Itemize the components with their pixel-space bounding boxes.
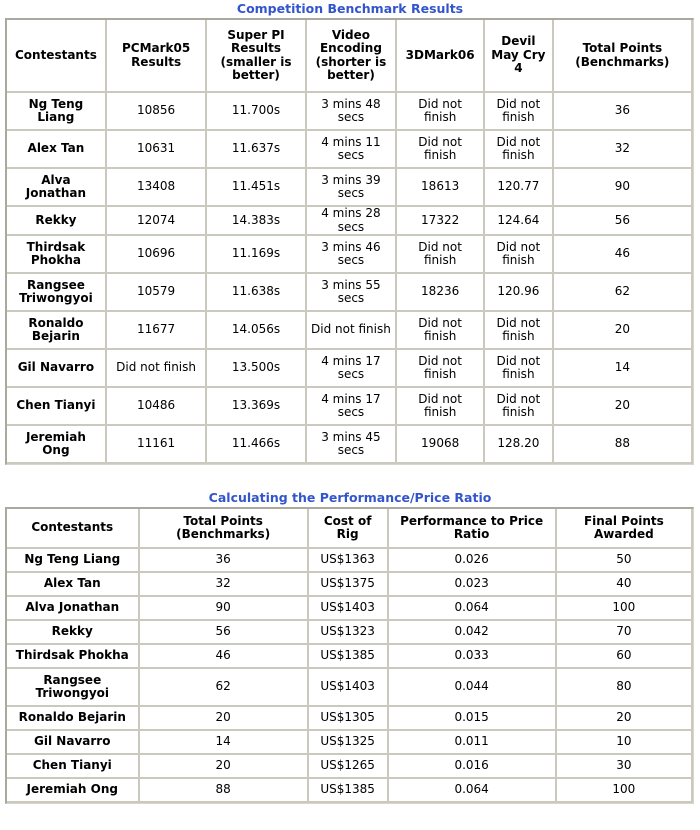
cell-pcmark05: 10856 bbox=[107, 93, 208, 131]
table-row bbox=[7, 350, 693, 388]
col-header-dmc4: Devil May Cry 4 bbox=[485, 20, 554, 93]
cell-cost-of-rig: US$1363 bbox=[309, 549, 389, 573]
cell-total-points: 62 bbox=[554, 274, 693, 312]
cell-pcmark05: 10486 bbox=[107, 388, 208, 426]
header-row bbox=[7, 509, 693, 549]
cell-video-encoding: 3 mins 48 secs bbox=[307, 93, 398, 131]
cell-contestant: Ng Teng Liang bbox=[7, 549, 140, 573]
col-header-pcmark05: PCMark05 Results bbox=[107, 20, 208, 93]
cell-contestant: Ronaldo Bejarin bbox=[7, 707, 140, 731]
cell-3dmark06: Did not finish bbox=[397, 131, 485, 169]
cell-contestant: Rekky bbox=[7, 207, 107, 236]
cell-superpi: 11.637s bbox=[207, 131, 306, 169]
cell-superpi: 13.500s bbox=[207, 350, 306, 388]
table-row bbox=[7, 779, 693, 803]
cell-3dmark06: 17322 bbox=[397, 207, 485, 236]
benchmark-results-table bbox=[5, 18, 694, 465]
cell-3dmark06: 18236 bbox=[397, 274, 485, 312]
cell-3dmark06: Did not finish bbox=[397, 236, 485, 274]
table-row bbox=[7, 274, 693, 312]
table-row bbox=[7, 731, 693, 755]
cell-contestant: Thirdsak Phokha bbox=[7, 236, 107, 274]
table-row bbox=[7, 707, 693, 731]
cell-contestant: Ng Teng Liang bbox=[7, 93, 107, 131]
table-row bbox=[7, 312, 693, 350]
benchmark-table-title: Competition Benchmark Results bbox=[236, 1, 464, 16]
cell-contestant: Alex Tan bbox=[7, 131, 107, 169]
cell-contestant: Chen Tianyi bbox=[7, 755, 140, 779]
cell-cost-of-rig: US$1323 bbox=[309, 621, 389, 645]
cell-pcmark05: 11677 bbox=[107, 312, 208, 350]
table-row bbox=[7, 236, 693, 274]
cell-total-points: 20 bbox=[554, 388, 693, 426]
cell-video-encoding: 3 mins 46 secs bbox=[307, 236, 398, 274]
col-header-video-encoding: Video Encoding (shorter is better) bbox=[307, 20, 398, 93]
cell-contestant: Rangsee Triwongyoi bbox=[7, 274, 107, 312]
cell-contestant: Jeremiah Ong bbox=[7, 426, 107, 464]
col-header-total-points: Total Points (Benchmarks) bbox=[140, 509, 309, 549]
table-row bbox=[7, 93, 693, 131]
cell-contestant: Jeremiah Ong bbox=[7, 779, 140, 803]
cell-superpi: 14.056s bbox=[207, 312, 306, 350]
cell-final-points: 20 bbox=[557, 707, 693, 731]
cell-total-points: 56 bbox=[140, 621, 309, 645]
cell-video-encoding: 3 mins 45 secs bbox=[307, 426, 398, 464]
cell-total-points: 20 bbox=[140, 707, 309, 731]
cell-contestant: Chen Tianyi bbox=[7, 388, 107, 426]
cell-cost-of-rig: US$1375 bbox=[309, 573, 389, 597]
cell-final-points: 80 bbox=[557, 669, 693, 707]
cell-total-points: 14 bbox=[140, 731, 309, 755]
table-row bbox=[7, 755, 693, 779]
col-header-contestants: Contestants bbox=[7, 20, 107, 93]
cell-dmc4: 120.77 bbox=[485, 169, 554, 207]
cell-contestant: Alva Jonathan bbox=[7, 169, 107, 207]
cell-cost-of-rig: US$1385 bbox=[309, 645, 389, 669]
cell-total-points: 90 bbox=[140, 597, 309, 621]
cell-contestant: Thirdsak Phokha bbox=[7, 645, 140, 669]
header-row bbox=[7, 20, 693, 93]
cell-total-points: 20 bbox=[554, 312, 693, 350]
cell-contestant: Alex Tan bbox=[7, 573, 140, 597]
cell-pcmark05: 13408 bbox=[107, 169, 208, 207]
table-row bbox=[7, 645, 693, 669]
cell-contestant: Ronaldo Bejarin bbox=[7, 312, 107, 350]
cell-final-points: 40 bbox=[557, 573, 693, 597]
cell-total-points: 90 bbox=[554, 169, 693, 207]
cell-dmc4: Did not finish bbox=[485, 312, 554, 350]
col-header-final-points: Final Points Awarded bbox=[557, 509, 693, 549]
cell-pcmark05: 12074 bbox=[107, 207, 208, 236]
cell-total-points: 62 bbox=[140, 669, 309, 707]
cell-total-points: 46 bbox=[140, 645, 309, 669]
cell-total-points: 88 bbox=[140, 779, 309, 803]
cell-total-points: 88 bbox=[554, 426, 693, 464]
cell-dmc4: Did not finish bbox=[485, 93, 554, 131]
col-header-contestants: Contestants bbox=[7, 509, 140, 549]
cell-video-encoding: 3 mins 39 secs bbox=[307, 169, 398, 207]
performance-price-table bbox=[5, 507, 694, 804]
cell-superpi: 11.451s bbox=[207, 169, 306, 207]
cell-contestant: Rangsee Triwongyoi bbox=[7, 669, 140, 707]
cell-superpi: 13.369s bbox=[207, 388, 306, 426]
cell-perf-price-ratio: 0.033 bbox=[389, 645, 557, 669]
cell-3dmark06: 19068 bbox=[397, 426, 485, 464]
cell-perf-price-ratio: 0.015 bbox=[389, 707, 557, 731]
cell-perf-price-ratio: 0.044 bbox=[389, 669, 557, 707]
cell-total-points: 14 bbox=[554, 350, 693, 388]
cell-perf-price-ratio: 0.026 bbox=[389, 549, 557, 573]
table-row bbox=[7, 669, 693, 707]
cell-contestant: Gil Navarro bbox=[7, 731, 140, 755]
table-row bbox=[7, 597, 693, 621]
table-row bbox=[7, 426, 693, 464]
cell-superpi: 11.169s bbox=[207, 236, 306, 274]
cell-video-encoding: 4 mins 11 secs bbox=[307, 131, 398, 169]
cell-superpi: 11.466s bbox=[207, 426, 306, 464]
table-row bbox=[7, 207, 693, 236]
cell-perf-price-ratio: 0.064 bbox=[389, 597, 557, 621]
cell-cost-of-rig: US$1403 bbox=[309, 669, 389, 707]
col-header-perf-price-ratio: Performance to Price Ratio bbox=[389, 509, 557, 549]
cell-contestant: Rekky bbox=[7, 621, 140, 645]
cell-pcmark05: 10579 bbox=[107, 274, 208, 312]
col-header-total-points: Total Points (Benchmarks) bbox=[554, 20, 693, 93]
cell-dmc4: Did not finish bbox=[485, 350, 554, 388]
cell-video-encoding: 4 mins 28 secs bbox=[307, 207, 398, 236]
cell-cost-of-rig: US$1385 bbox=[309, 779, 389, 803]
cell-final-points: 30 bbox=[557, 755, 693, 779]
cell-pcmark05: Did not finish bbox=[107, 350, 208, 388]
cell-cost-of-rig: US$1403 bbox=[309, 597, 389, 621]
cell-total-points: 20 bbox=[140, 755, 309, 779]
cell-cost-of-rig: US$1325 bbox=[309, 731, 389, 755]
cell-perf-price-ratio: 0.023 bbox=[389, 573, 557, 597]
cell-superpi: 11.638s bbox=[207, 274, 306, 312]
cell-3dmark06: Did not finish bbox=[397, 93, 485, 131]
cell-perf-price-ratio: 0.064 bbox=[389, 779, 557, 803]
cell-final-points: 70 bbox=[557, 621, 693, 645]
cell-final-points: 100 bbox=[557, 779, 693, 803]
cell-contestant: Alva Jonathan bbox=[7, 597, 140, 621]
ratio-table-title: Calculating the Performance/Price Ratio bbox=[208, 490, 492, 505]
cell-dmc4: 124.64 bbox=[485, 207, 554, 236]
cell-final-points: 60 bbox=[557, 645, 693, 669]
cell-dmc4: Did not finish bbox=[485, 131, 554, 169]
cell-pcmark05: 10696 bbox=[107, 236, 208, 274]
cell-total-points: 46 bbox=[554, 236, 693, 274]
table-row bbox=[7, 621, 693, 645]
cell-video-encoding: 4 mins 17 secs bbox=[307, 388, 398, 426]
cell-video-encoding: 4 mins 17 secs bbox=[307, 350, 398, 388]
col-header-3dmark06: 3DMark06 bbox=[397, 20, 485, 93]
cell-superpi: 11.700s bbox=[207, 93, 306, 131]
table-row bbox=[7, 169, 693, 207]
cell-pcmark05: 10631 bbox=[107, 131, 208, 169]
cell-contestant: Gil Navarro bbox=[7, 350, 107, 388]
cell-dmc4: 120.96 bbox=[485, 274, 554, 312]
table-row bbox=[7, 573, 693, 597]
cell-total-points: 32 bbox=[140, 573, 309, 597]
cell-total-points: 36 bbox=[140, 549, 309, 573]
cell-3dmark06: Did not finish bbox=[397, 312, 485, 350]
cell-final-points: 10 bbox=[557, 731, 693, 755]
cell-total-points: 36 bbox=[554, 93, 693, 131]
cell-3dmark06: 18613 bbox=[397, 169, 485, 207]
col-header-cost-of-rig: Cost of Rig bbox=[309, 509, 389, 549]
cell-pcmark05: 11161 bbox=[107, 426, 208, 464]
table-row bbox=[7, 549, 693, 573]
table-row bbox=[7, 131, 693, 169]
cell-final-points: 50 bbox=[557, 549, 693, 573]
cell-total-points: 32 bbox=[554, 131, 693, 169]
cell-dmc4: 128.20 bbox=[485, 426, 554, 464]
cell-cost-of-rig: US$1305 bbox=[309, 707, 389, 731]
cell-perf-price-ratio: 0.011 bbox=[389, 731, 557, 755]
col-header-superpi: Super PI Results (smaller is better) bbox=[207, 20, 306, 93]
cell-final-points: 100 bbox=[557, 597, 693, 621]
cell-video-encoding: 3 mins 55 secs bbox=[307, 274, 398, 312]
cell-3dmark06: Did not finish bbox=[397, 350, 485, 388]
cell-video-encoding: Did not finish bbox=[307, 312, 398, 350]
cell-cost-of-rig: US$1265 bbox=[309, 755, 389, 779]
cell-dmc4: Did not finish bbox=[485, 236, 554, 274]
cell-total-points: 56 bbox=[554, 207, 693, 236]
cell-perf-price-ratio: 0.042 bbox=[389, 621, 557, 645]
cell-dmc4: Did not finish bbox=[485, 388, 554, 426]
cell-perf-price-ratio: 0.016 bbox=[389, 755, 557, 779]
table-row bbox=[7, 388, 693, 426]
cell-superpi: 14.383s bbox=[207, 207, 306, 236]
cell-3dmark06: Did not finish bbox=[397, 388, 485, 426]
